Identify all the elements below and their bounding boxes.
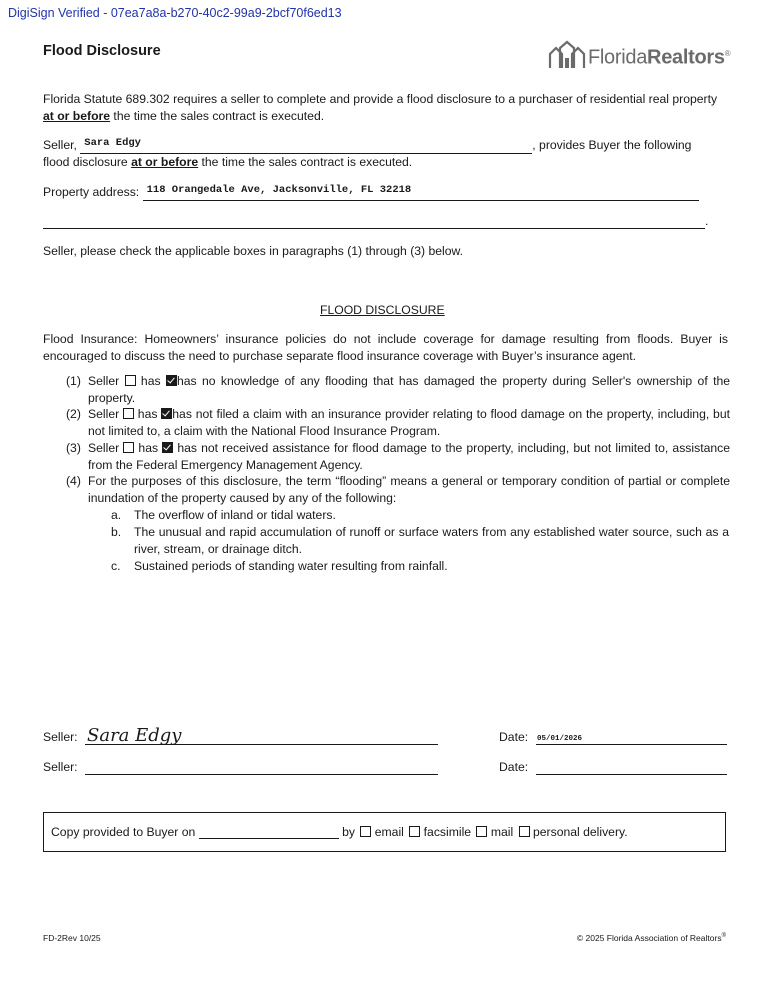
statute-paragraph xyxy=(43,91,723,125)
statute-emphasis: at or before xyxy=(43,108,111,123)
email-checkbox[interactable] xyxy=(360,826,371,837)
item-number: (2) xyxy=(66,407,81,421)
section-heading: FLOOD DISCLOSURE xyxy=(320,303,445,317)
sub-text: The overflow of inland or tidal waters. xyxy=(134,508,336,522)
address-continuation[interactable] xyxy=(43,214,705,229)
copyright-registered-mark: ® xyxy=(721,933,726,940)
item-text: has not filed a claim with an insurance provider relating to flood damage on the property, including, but not limited to, a claim with the National Flood Insurance Program. xyxy=(88,407,730,438)
address-field[interactable] xyxy=(143,186,699,201)
facsimile-checkbox[interactable] xyxy=(409,826,420,837)
item-number: (1) xyxy=(66,374,81,388)
item-text: For the purposes of this disclosure, the term “flooding” means a general or temporary condition of partial or complete inundation of the property caused by any of the following: xyxy=(88,474,730,505)
copyright xyxy=(577,933,726,943)
item-number: (3) xyxy=(66,441,81,455)
seller-line2-a: flood disclosure xyxy=(43,154,132,169)
sub-text: Sustained periods of standing water resulting from rainfall. xyxy=(134,559,448,573)
seller-tail: , provides Buyer the following xyxy=(532,138,692,152)
disclosure-item-3 xyxy=(66,440,730,474)
flooding-condition-a xyxy=(111,507,729,524)
seller-1-label: Seller: xyxy=(43,730,78,744)
sub-letter: c. xyxy=(111,559,121,573)
flooding-condition-c xyxy=(111,558,729,575)
florida-realtors-logo xyxy=(546,38,730,70)
seller-1-signature: Sara Edgy xyxy=(87,725,182,746)
copy-provided-box xyxy=(43,812,726,852)
date-2-label: Date: xyxy=(499,760,529,774)
has-label: has xyxy=(138,441,159,455)
address-label: Property address: xyxy=(43,185,140,199)
item-seller: Seller xyxy=(88,374,120,388)
copyright-text: © 2025 Florida Association of Realtors xyxy=(576,933,722,943)
flood-insurance-paragraph: Flood Insurance: Homeowners’ insurance policies do not include coverage for damage resulting from floods. Buyer is encouraged to discuss the need to purchase separate flood insurance coverage with Buyer’s insurance agent. xyxy=(43,332,728,363)
item-seller: Seller xyxy=(88,441,120,455)
form-id: FD-2Rev 10/25 xyxy=(43,933,101,943)
seller-1-signature-field[interactable] xyxy=(85,725,438,746)
page-title: Flood Disclosure xyxy=(43,43,161,59)
mail-checkbox[interactable] xyxy=(476,826,487,837)
sub-text: The unusual and rapid accumulation of runoff or surface waters from any established water source, such as a river, stream, or drainage ditch. xyxy=(134,525,729,556)
has-checkbox-1[interactable] xyxy=(125,375,136,386)
has-label: has xyxy=(140,374,161,388)
personal-delivery-option: personal delivery. xyxy=(532,825,628,839)
has-label: has xyxy=(137,407,158,421)
seller-2-signature-field[interactable] xyxy=(85,760,438,775)
date-1-value: 05/01/2026 xyxy=(537,735,583,743)
sub-letter: a. xyxy=(111,508,122,522)
personal-delivery-checkbox[interactable] xyxy=(519,826,530,837)
email-option: email xyxy=(374,825,404,839)
seller-line2-b: the time the sales contract is executed. xyxy=(198,154,413,169)
statute-text-b: the time the sales contract is executed. xyxy=(110,108,325,123)
property-address-row xyxy=(43,184,733,201)
logo-registered-mark: ® xyxy=(724,49,731,59)
copy-provided-label: Copy provided to Buyer on xyxy=(51,825,196,839)
seller-2-label: Seller: xyxy=(43,760,78,774)
houses-icon xyxy=(546,40,586,70)
has-not-checkbox-1[interactable] xyxy=(166,375,177,386)
item-text: has no knowledge of any flooding that has damaged the property during Seller's ownership of the property. xyxy=(88,374,731,405)
seller-name-field[interactable] xyxy=(80,139,532,154)
logo-text-realtors: Realtors xyxy=(647,47,725,69)
facsimile-option: facsimile xyxy=(423,825,472,839)
date-2-field[interactable] xyxy=(536,760,727,775)
date-1-field[interactable] xyxy=(536,730,727,745)
verification-banner: DigiSign Verified - 07ea7a8a-b270-40c2-99a9-2bcf70f6ed13 xyxy=(8,6,342,20)
seller-label: Seller, xyxy=(43,138,77,152)
copy-by-label: by xyxy=(342,825,355,839)
seller-name-value: Sara Edgy xyxy=(84,137,141,149)
address-end-period: . xyxy=(705,214,709,228)
disclosure-item-4 xyxy=(66,473,730,507)
has-checkbox-3[interactable] xyxy=(123,442,134,453)
address-value: 118 Orangedale Ave, Jacksonville, FL 32218 xyxy=(146,184,412,196)
item-number: (4) xyxy=(66,474,81,488)
disclosure-item-1 xyxy=(66,373,730,407)
statute-text-a: Florida Statute 689.302 requires a seller to complete and provide a flood disclosure to a purchaser of residential real property xyxy=(43,92,718,106)
item-text: has not received assistance for flood damage to the property, including, but not limited to, assistance from the Federal Emergency Management Agency. xyxy=(88,441,731,472)
disclosure-item-2 xyxy=(66,406,730,440)
logo-text-florida: Florida xyxy=(588,47,648,69)
item-seller: Seller xyxy=(88,407,120,421)
date-1-label: Date: xyxy=(499,730,529,744)
seller-declaration xyxy=(43,137,733,171)
instruction-text: Seller, please check the applicable boxes in paragraphs (1) through (3) below. xyxy=(43,244,464,258)
mail-option: mail xyxy=(490,825,514,839)
has-not-checkbox-3[interactable] xyxy=(162,442,173,453)
has-not-checkbox-2[interactable] xyxy=(161,408,172,419)
copy-date-field[interactable] xyxy=(199,826,339,839)
has-checkbox-2[interactable] xyxy=(123,408,134,419)
flooding-condition-b xyxy=(111,524,729,558)
seller-line2-emphasis: at or before xyxy=(131,154,199,169)
sub-letter: b. xyxy=(111,525,122,539)
